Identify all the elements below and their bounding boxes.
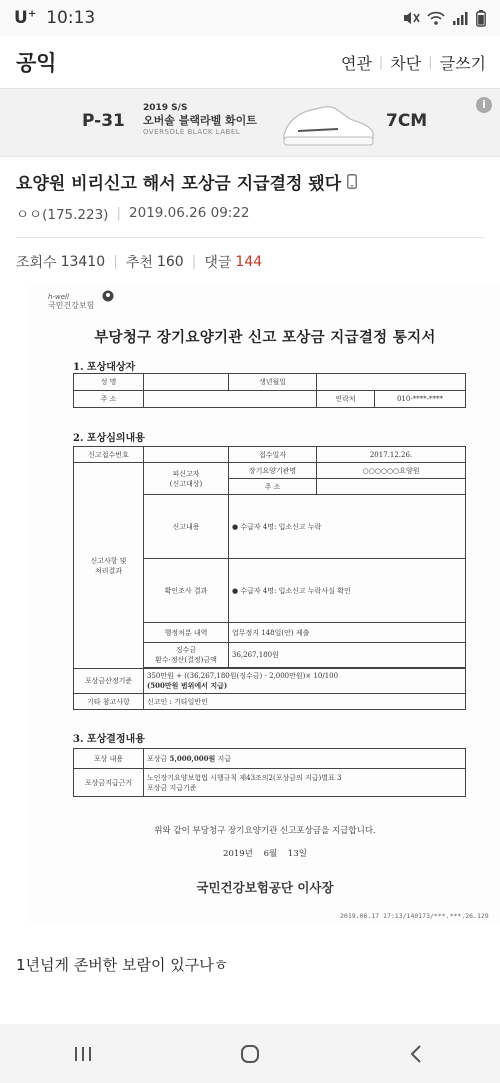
system-nav-bar (0, 1024, 500, 1083)
table-label: 행정처분 내역 (144, 623, 229, 643)
table-label: 신고접수번호 (74, 447, 144, 463)
comments-label[interactable]: 댓글 (204, 255, 232, 271)
section-heading: 1. 포상대상자 (73, 362, 136, 373)
post-stats (0, 238, 500, 286)
table-label: 확인조사 결과 (144, 559, 229, 623)
nhis-logo-icon (102, 290, 114, 302)
post-title-text: 요양원 비리신고 해서 포상금 지급결정 됐다 (16, 173, 342, 194)
table-cell (144, 374, 229, 391)
write-button[interactable]: 글쓰기 (439, 53, 486, 73)
doc-title: 부당청구 장기요양기관 신고 포상금 지급결정 통지서 (94, 329, 436, 346)
table-label: 피신고자 (신고대상) (144, 463, 229, 495)
ad-line: 2019 S/S (143, 103, 188, 113)
wifi-icon (426, 10, 446, 26)
table-cell: ● 수급자 4명: 입소신고 누락 (229, 495, 466, 559)
ad-line: OVERSOLE BLACK LABEL (143, 128, 241, 136)
section-heading: 2. 포상심의내용 (73, 433, 145, 444)
table-label: 신고사항 및 처리결과 (74, 463, 144, 669)
header-actions (341, 51, 486, 74)
likes-label: 추천 (125, 255, 153, 271)
post-meta (16, 203, 484, 238)
table-label: 주 소 (74, 391, 144, 408)
table-cell: ● 수급자 4명: 입소신고 누락사실 확인 (229, 559, 466, 623)
views-count: 13410 (60, 254, 106, 270)
ad-product-code: P-31 (82, 111, 125, 131)
ad-text (143, 103, 257, 137)
table-cell: 36,267,180원 (229, 643, 466, 668)
table-label: 포상 내용 (74, 749, 144, 769)
divider: | (116, 205, 122, 221)
table-label: 징수금 환수·정산(결정)금액 (144, 643, 229, 668)
table-cell (144, 391, 317, 408)
clock: 10:13 (46, 8, 96, 28)
table-label: 접수일자 (229, 447, 317, 463)
post-header (0, 157, 500, 238)
doc-print-stamp: 2019.06.17 17:13/140173/***.***.26.129 (340, 912, 489, 920)
doc-issuer: 국민건강보험공단 이사장 (196, 880, 334, 895)
decision-table (73, 748, 466, 797)
table-label: 기타 참고사항 (74, 694, 144, 710)
table-label: 생년월일 (229, 374, 317, 391)
table-label: 연락처 (317, 391, 375, 408)
mute-icon (402, 10, 420, 26)
ad-size: 7CM (386, 111, 428, 131)
carrier: U+ (14, 8, 37, 28)
table-label: 장기요양기관명 (229, 463, 317, 479)
table-cell: 업무정지 148일(안) 제출 (229, 623, 466, 643)
post-body-text: 1년넘게 존버한 보람이 있구나ㅎ (16, 956, 229, 974)
related-button[interactable]: 연관 (341, 53, 372, 73)
table-label: 주 소 (229, 479, 317, 495)
info-icon[interactable]: i (476, 97, 492, 113)
gallery-header (0, 36, 500, 89)
table-cell: 포상금 5,000,000원 지급 (144, 749, 466, 769)
table-cell: 2017.12.26. (317, 447, 466, 463)
divider: | (113, 254, 118, 270)
back-icon[interactable] (406, 1044, 428, 1064)
divider: | (191, 254, 197, 270)
status-bar (0, 0, 500, 36)
table-label: 신고내용 (144, 495, 229, 559)
post-date: 2019.06.26 09:22 (129, 205, 250, 221)
battery-icon (476, 10, 486, 27)
section-heading: 3. 포상결정내용 (73, 734, 145, 745)
table-label: 포상금지급근거 (74, 769, 144, 797)
table-cell: 350만원 + ((36,267,180원(징수금) - 2,000만원)× 10/100 (500만원 범위에서 지급) (144, 669, 466, 694)
ad-line: 오버솔 블랙라벨 화이트 (143, 114, 257, 128)
table-cell (317, 374, 466, 391)
recent-apps-icon[interactable] (72, 1045, 94, 1063)
home-icon[interactable] (239, 1044, 261, 1064)
doc-brand: h-well 국민건강보험 (48, 293, 95, 310)
divider: | (428, 54, 433, 70)
signal-icon (452, 10, 470, 26)
table-cell: 노인장기요양보험법 시행규칙 제43조의2(포상금의 지급)별표 3 포상금 지급기준 (144, 769, 466, 797)
gallery-title[interactable]: 공익 (16, 51, 57, 75)
doc-date: 2019년 6월 13일 (223, 849, 307, 859)
divider: | (378, 54, 384, 70)
block-button[interactable]: 차단 (390, 53, 422, 73)
table-label: 성 명 (74, 374, 144, 391)
post-author[interactable]: ㅇㅇ(175.223) (16, 207, 109, 223)
post-title (16, 169, 484, 193)
table-cell: 010-****-**** (375, 391, 466, 408)
views-label: 조회수 (16, 255, 57, 271)
doc-statement: 위와 같이 부당청구 장기요양기관 신고포상금을 지급합니다. (154, 826, 376, 836)
recipient-table (73, 373, 466, 408)
sneaker-icon (278, 95, 378, 151)
table-cell (317, 479, 466, 495)
table-cell: 신고인 : 기타일반인 (144, 694, 466, 710)
notice-document (30, 284, 500, 924)
table-cell: ○○○○○○요양원 (317, 463, 466, 479)
comments-count[interactable]: 144 (235, 254, 263, 270)
review-table (73, 446, 466, 710)
table-label: 포상금산정기준 (74, 669, 144, 694)
mobile-icon (347, 174, 357, 189)
likes-count: 160 (156, 254, 184, 270)
ad-banner[interactable] (0, 89, 500, 157)
table-cell (144, 447, 229, 463)
